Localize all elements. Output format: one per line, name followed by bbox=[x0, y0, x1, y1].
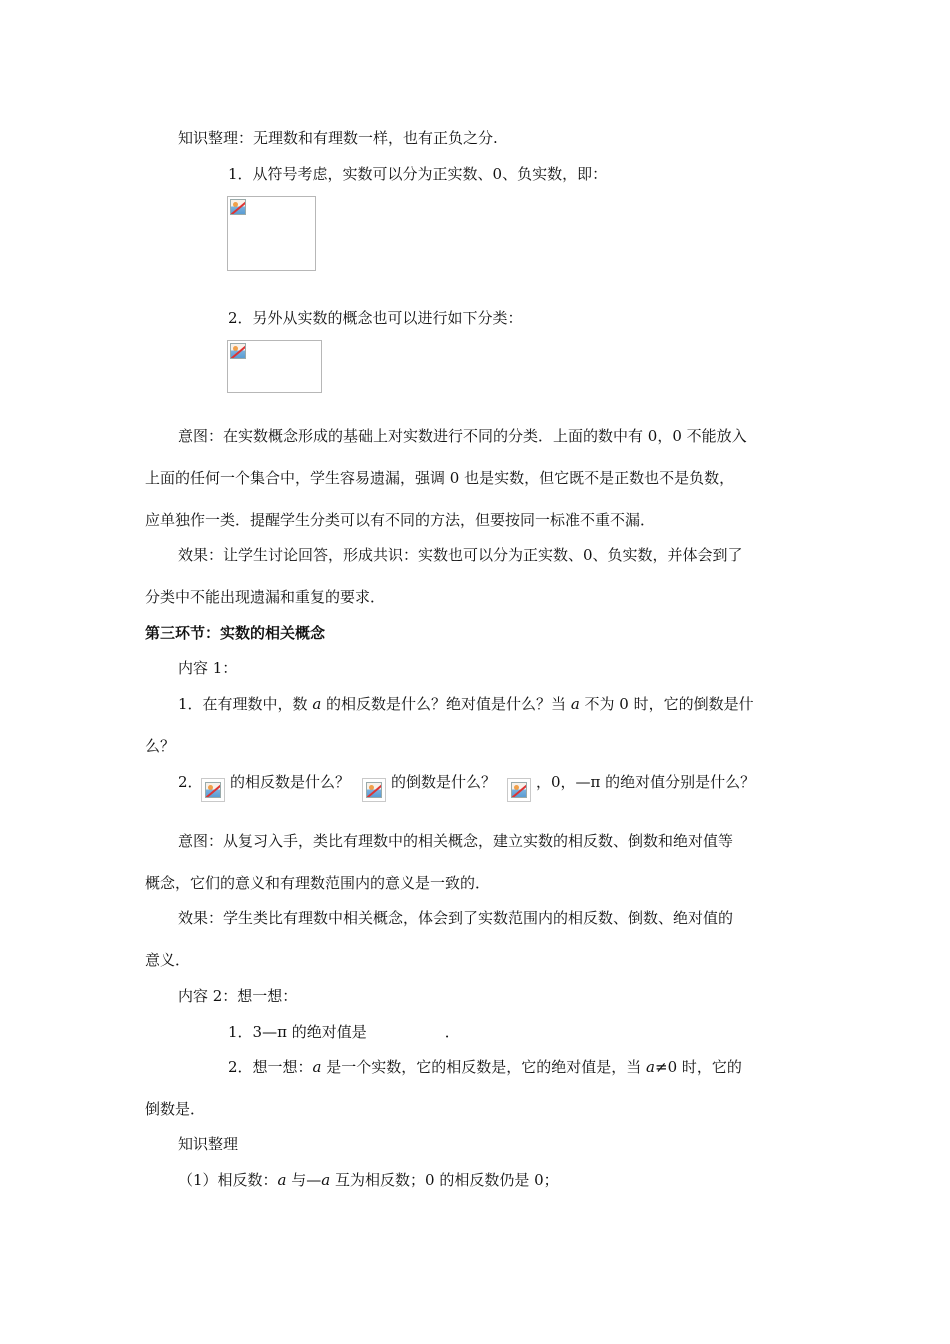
section-heading: 第三环节：实数的相关概念 bbox=[145, 624, 326, 642]
question-2-part: 的相反数是什么？ bbox=[230, 773, 351, 791]
intent-paragraph-1-cont2: 应单独作一类．提醒学生分类可以有不同的方法，但要按同一标准不重不漏． bbox=[145, 511, 656, 529]
question-2-part: 的倒数是什么？ bbox=[391, 773, 497, 791]
content-2-label: 内容 2：想一想： bbox=[178, 987, 298, 1005]
effect-paragraph-2: 效果：学生类比有理数中相关概念，体会到了实数范围内的相反数、倒数、绝对值的 bbox=[178, 909, 734, 927]
broken-image-icon bbox=[511, 782, 527, 798]
classification-image-2 bbox=[227, 340, 322, 393]
intent-paragraph-2: 意图：从复习入手，类比有理数中的相关概念，建立实数的相反数、倒数和绝对值等 bbox=[178, 832, 734, 850]
broken-image-icon bbox=[230, 199, 246, 215]
inline-formula-image-2 bbox=[362, 778, 386, 802]
sign-classification: 1．从符号考虑，实数可以分为正实数、0、负实数，即： bbox=[228, 165, 608, 183]
question-1: 1．在有理数中，数 a 的相反数是什么？绝对值是什么？当 a 不为 0 时，它的倒数是什 bbox=[178, 695, 754, 713]
question-2-part: ，0，—π 的绝对值分别是什么？ bbox=[536, 773, 756, 791]
content-1-label: 内容 1： bbox=[178, 659, 238, 677]
knowledge-summary-2: 知识整理 bbox=[178, 1135, 239, 1153]
exercise-1: 1．3—π 的绝对值是 ． bbox=[228, 1023, 460, 1041]
question-2: 2． bbox=[178, 773, 203, 791]
question-1-cont: 么？ bbox=[145, 737, 176, 755]
effect-paragraph-1-cont: 分类中不能出现遗漏和重复的要求． bbox=[145, 588, 386, 606]
exercise-2-cont: 倒数是． bbox=[145, 1100, 206, 1118]
broken-image-icon bbox=[205, 782, 221, 798]
exercise-2: 2．想一想：a 是一个实数，它的相反数是，它的绝对值是，当 a≠0 时，它的 bbox=[228, 1058, 742, 1076]
intent-paragraph-2-cont: 概念，它们的意义和有理数范围内的意义是一致的． bbox=[145, 874, 491, 892]
intent-paragraph-1-cont: 上面的任何一个集合中，学生容易遗漏，强调 0 也是实数，但它既不是正数也不是负数， bbox=[145, 469, 735, 487]
broken-image-icon bbox=[230, 343, 246, 359]
inline-formula-image-1 bbox=[201, 778, 225, 802]
broken-image-icon bbox=[366, 782, 382, 798]
intent-paragraph-1: 意图：在实数概念形成的基础上对实数进行不同的分类．上面的数中有 0，0 不能放入 bbox=[178, 427, 747, 445]
concept-classification: 2．另外从实数的概念也可以进行如下分类： bbox=[228, 309, 523, 327]
effect-paragraph-1: 效果：让学生讨论回答，形成共识：实数也可以分为正实数、0、负实数，并体会到了 bbox=[178, 546, 743, 564]
inline-formula-image-3 bbox=[507, 778, 531, 802]
knowledge-summary-1: 知识整理：无理数和有理数一样，也有正负之分. bbox=[178, 129, 498, 147]
effect-paragraph-2-cont: 意义． bbox=[145, 951, 191, 969]
opposite-number-rule: （1）相反数：a 与—a 互为相反数；0 的相反数仍是 0； bbox=[178, 1171, 559, 1189]
classification-image-1 bbox=[227, 196, 316, 271]
